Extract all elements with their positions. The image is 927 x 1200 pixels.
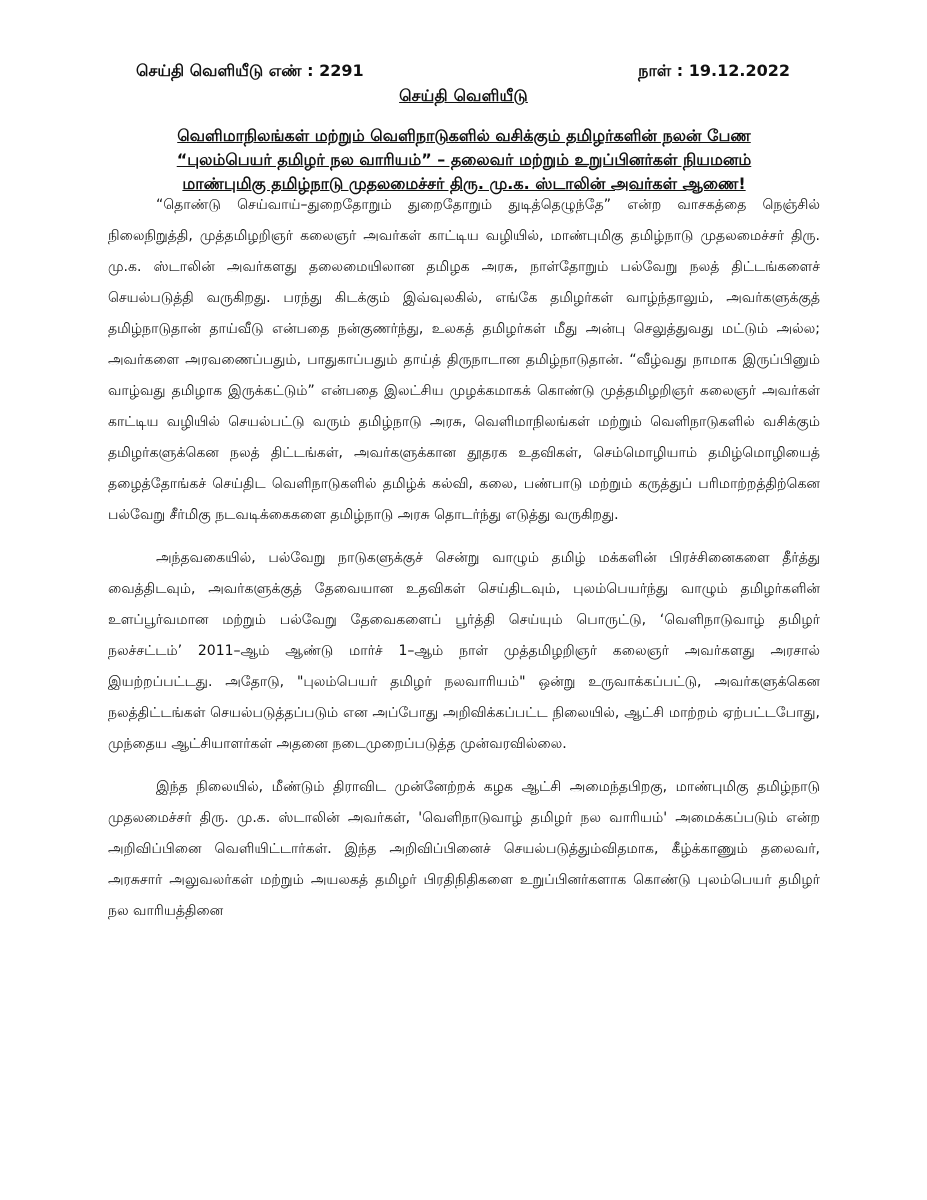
release-header [136,58,790,84]
headline-line-3: மாண்புமிகு தமிழ்நாடு முதலமைச்சர் திரு. மு.க. ஸ்டாலின் அவர்கள் ஆணை! [182,174,746,193]
paragraph-3: இந்த நிலையில், மீண்டும் திராவிட முன்னேற்றக் கழக ஆட்சி அமைந்தபிறகு, மாண்புமிகு தமிழ்நாடு முதலமைச்சர் திரு. மு.க. ஸ்டாலின் அவர்கள், 'வெளிநாடுவாழ் தமிழர் நல வாரியம்' அமைக்கப்படும் என்ற அறிவிப்பினை வெளியிட்டார்கள். இந்த அறிவிப்பினைச் செயல்படுத்தும்விதமாக, கீழ்க்காணும் தலைவர், அரசுசார் அலுவலர்கள் மற்றும் அயலகத் தமிழர் பிரதிநிதிகளை உறுப்பினர்களாக கொண்டு புலம்பெயர் தமிழர் நல வாரியத்தினை [108,779,820,919]
paragraph-2: அந்தவகையில், பல்வேறு நாடுகளுக்குச் சென்று வாழும் தமிழ் மக்களின் பிரச்சினைகளை தீர்த்து வைத்திடவும், அவர்களுக்குத் தேவையான உதவிகள் செய்திடவும், புலம்பெயர்ந்து வாழும் தமிழர்களின் உளப்பூர்வமான மற்றும் பல்வேறு தேவைகளைப் பூர்த்தி செய்யும் பொருட்டு, ‘வெளிநாடுவாழ் தமிழர் நலச்சட்டம்’ 2011–ஆம் ஆண்டு மார்ச் 1–ஆம் நாள் முத்தமிழறிஞர் கலைஞர் அவர்களது அரசால் இயற்றப்பட்டது. அதோடு, "புலம்பெயர் தமிழர் நலவாரியம்" ஒன்று உருவாக்கப்பட்டு, அவர்களுக்கென நலத்திட்டங்கள் செயல்படுத்தப்படும் என அப்போது அறிவிக்கப்பட்ட நிலையில், ஆட்சி மாற்றம் ஏற்பட்டபோது, முந்தைய ஆட்சியாளர்கள் அதனை நடைமுறைப்படுத்த முன்வரவில்லை. [108,550,820,752]
body-text [108,190,820,939]
headline-line-1: வெளிமாநிலங்கள் மற்றும் வெளிநாடுகளில் வசிக்கும் தமிழர்களின் நலன் பேண [177,126,751,145]
release-date: நாள் : 19.12.2022 [638,60,790,80]
headline-line-2: “புலம்பெயர் தமிழர் நல வாரியம்” – தலைவர் மற்றும் உறுப்பினர்கள் நியமனம் [176,150,752,169]
headline [108,124,820,196]
paragraph-1: “தொண்டு செய்வாய்–துறைதோறும் துறைதோறும் துடித்தெழுந்தே” என்ற வாசகத்தை நெஞ்சில் நிலைநிறுத்தி, முத்தமிழறிஞர் கலைஞர் அவர்கள் காட்டிய வழியில், மாண்புமிகு தமிழ்நாடு முதலமைச்சர் திரு. மு.க. ஸ்டாலின் அவர்களது தலைமையிலான தமிழக அரசு, நாள்தோறும் பல்வேறு நலத் திட்டங்களைச் செயல்படுத்தி வருகிறது. பரந்து கிடக்கும் இவ்வுலகில், எங்கே தமிழர்கள் வாழ்ந்தாலும், அவர்களுக்குத் தமிழ்நாடுதான் தாய்வீடு என்பதை நன்குணர்ந்து, உலகத் தமிழர்கள் மீது அன்பு செலுத்துவது மட்டும் அல்ல; அவர்களை அரவணைப்பதும், பாதுகாப்பதும் தாய்த் திருநாடான தமிழ்நாடுதான். “வீழ்வது நாமாக இருப்பினும் வாழ்வது தமிழாக இருக்கட்டும்” என்பதை இலட்சிய முழக்கமாகக் கொண்டு முத்தமிழறிஞர் கலைஞர் அவர்கள் காட்டிய வழியில் செயல்பட்டு வரும் தமிழ்நாடு அரசு, வெளிமாநிலங்கள் மற்றும் வெளிநாடுகளில் வசிக்கும் தமிழர்களுக்கென நலத் திட்டங்கள், அவர்களுக்கான தூதரக உதவிகள், செம்மொழியாம் தமிழ்மொழியைத் தழைத்தோங்கச் செய்திட வெளிநாடுகளில் தமிழ்க் கல்வி, கலை, பண்பாடு மற்றும் கருத்துப் பரிமாற்றத்திற்கென பல்வேறு சீர்மிகு நடவடிக்கைகளை தமிழ்நாடு அரசு தொடர்ந்து எடுத்து வருகிறது. [108,197,821,523]
release-number: செய்தி வெளியீடு எண் : 2291 [136,60,364,80]
page-title: செய்தி வெளியீடு [399,86,528,105]
